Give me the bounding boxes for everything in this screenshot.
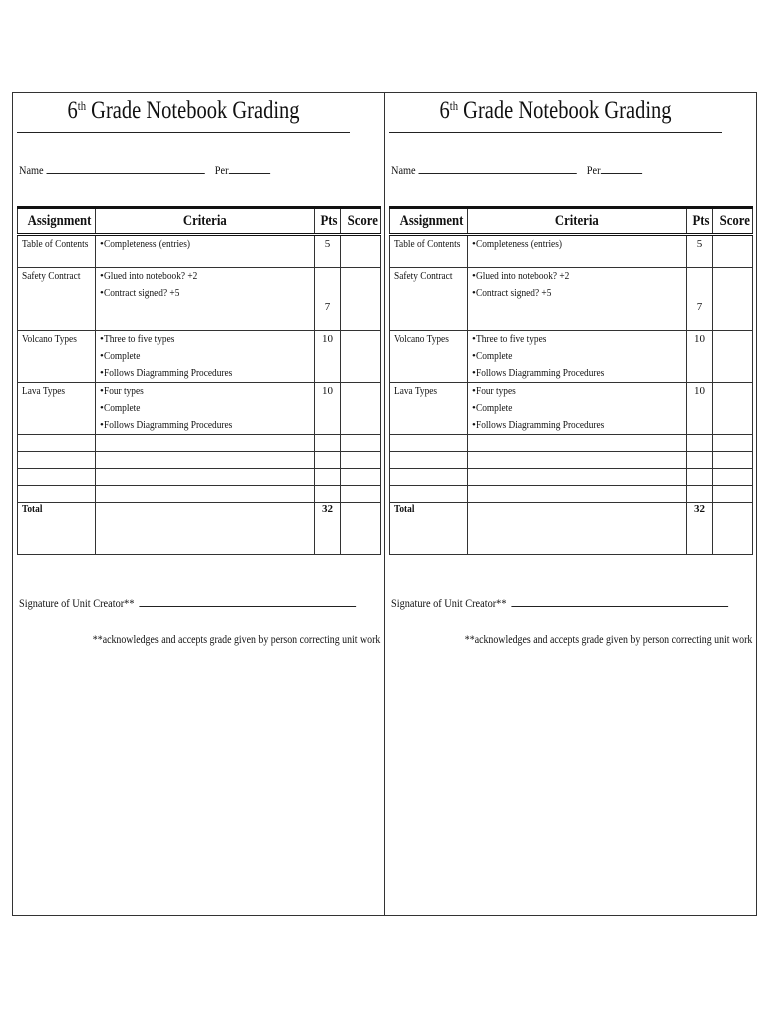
criteria-item: • Follows Diagramming Procedures <box>472 417 682 434</box>
total-score-cell[interactable] <box>341 503 381 555</box>
name-label: Name <box>391 163 416 177</box>
header-score: Score <box>713 208 753 235</box>
blank-cell[interactable] <box>315 452 341 469</box>
blank-cell[interactable] <box>468 469 687 486</box>
blank-cell[interactable] <box>18 469 96 486</box>
criteria-item: • Three to five types <box>472 331 682 348</box>
criteria-item: • Follows Diagramming Procedures <box>100 417 310 434</box>
criteria-cell <box>96 235 315 268</box>
form-title <box>47 97 320 125</box>
title-suffix: th <box>77 98 87 113</box>
criteria-item: • Complete <box>472 348 682 365</box>
assignment-cell: Table of Contents <box>390 235 468 268</box>
name-field[interactable] <box>418 163 576 174</box>
criteria-item: • Complete <box>472 400 682 417</box>
blank-cell[interactable] <box>687 486 713 503</box>
blank-cell[interactable] <box>315 469 341 486</box>
signature-field[interactable] <box>512 596 729 607</box>
criteria-item: • Follows Diagramming Procedures <box>472 365 682 382</box>
blank-cell[interactable] <box>18 486 96 503</box>
score-cell[interactable] <box>713 268 753 331</box>
score-cell[interactable] <box>713 383 753 435</box>
blank-row <box>390 486 753 503</box>
title-underline <box>389 132 722 133</box>
grading-form-right <box>384 93 756 915</box>
blank-row <box>18 435 381 452</box>
pts-cell: 10 <box>687 331 713 383</box>
signature-line <box>19 596 356 611</box>
criteria-item: • Three to five types <box>100 331 310 348</box>
blank-cell[interactable] <box>713 452 753 469</box>
per-label: Per <box>586 163 601 177</box>
blank-cell[interactable] <box>315 435 341 452</box>
blank-cell[interactable] <box>96 435 315 452</box>
title-number: 6 <box>67 97 78 124</box>
criteria-item: • Glued into notebook? +2 <box>100 268 310 285</box>
criteria-cell <box>96 383 315 435</box>
criteria-item: • Glued into notebook? +2 <box>472 268 682 285</box>
table-row <box>18 268 381 331</box>
pts-cell: 5 <box>315 235 341 268</box>
blank-row <box>390 469 753 486</box>
signature-field[interactable] <box>140 596 357 607</box>
criteria-item: • Contract signed? +5 <box>100 285 310 302</box>
criteria-cell <box>468 383 687 435</box>
pts-cell: 7 <box>315 268 341 331</box>
blank-cell[interactable] <box>687 469 713 486</box>
criteria-item: • Complete <box>100 348 310 365</box>
header-criteria: Criteria <box>468 208 687 235</box>
total-row <box>18 503 381 555</box>
blank-cell[interactable] <box>687 452 713 469</box>
criteria-item: • Four types <box>100 383 310 400</box>
blank-cell[interactable] <box>96 486 315 503</box>
pts-cell: 5 <box>687 235 713 268</box>
total-criteria-cell <box>96 503 315 555</box>
blank-cell[interactable] <box>18 435 96 452</box>
total-label: Total <box>18 503 96 555</box>
table-row <box>390 268 753 331</box>
criteria-item: • Contract signed? +5 <box>472 285 682 302</box>
per-field[interactable] <box>601 163 642 174</box>
score-cell[interactable] <box>341 268 381 331</box>
assignment-cell: Safety Contract <box>390 268 468 331</box>
blank-cell[interactable] <box>713 469 753 486</box>
table-header-row <box>18 208 381 235</box>
table-row <box>390 235 753 268</box>
score-cell[interactable] <box>713 235 753 268</box>
title-underline <box>17 132 350 133</box>
blank-cell[interactable] <box>687 435 713 452</box>
score-cell[interactable] <box>341 383 381 435</box>
assignment-cell: Volcano Types <box>390 331 468 383</box>
table-row <box>18 235 381 268</box>
assignment-cell: Lava Types <box>390 383 468 435</box>
blank-row <box>18 486 381 503</box>
blank-row <box>18 452 381 469</box>
score-cell[interactable] <box>713 331 753 383</box>
signature-label: Signature of Unit Creator** <box>391 596 507 610</box>
criteria-item: • Four types <box>472 383 682 400</box>
criteria-cell <box>96 268 315 331</box>
criteria-cell <box>468 235 687 268</box>
per-field[interactable] <box>229 163 270 174</box>
blank-row <box>390 435 753 452</box>
blank-cell[interactable] <box>390 469 468 486</box>
acknowledgement-note: **acknowledges and accepts grade given by person correcting unit work <box>92 634 380 646</box>
grading-form-left <box>13 93 384 915</box>
blank-cell[interactable] <box>468 452 687 469</box>
blank-cell[interactable] <box>341 469 381 486</box>
total-pts: 32 <box>315 503 341 555</box>
criteria-item: • Complete <box>100 400 310 417</box>
criteria-cell <box>468 331 687 383</box>
table-row <box>18 383 381 435</box>
header-assignment: Assignment <box>18 208 96 235</box>
signature-line <box>391 596 728 611</box>
criteria-item: • Completeness (entries) <box>472 236 682 253</box>
blank-cell[interactable] <box>713 435 753 452</box>
acknowledgement-note: **acknowledges and accepts grade given by person correcting unit work <box>464 634 752 646</box>
blank-cell[interactable] <box>468 486 687 503</box>
blank-cell[interactable] <box>341 435 381 452</box>
table-row <box>18 331 381 383</box>
blank-cell[interactable] <box>315 486 341 503</box>
blank-cell[interactable] <box>18 452 96 469</box>
name-per-line <box>391 163 642 178</box>
name-label: Name <box>19 163 44 177</box>
blank-row <box>390 452 753 469</box>
title-text: Grade Notebook Grading <box>458 97 672 124</box>
assignment-cell: Lava Types <box>18 383 96 435</box>
header-assignment: Assignment <box>390 208 468 235</box>
grading-sheet <box>12 92 757 916</box>
header-score: Score <box>341 208 381 235</box>
signature-label: Signature of Unit Creator** <box>19 596 135 610</box>
blank-cell[interactable] <box>96 469 315 486</box>
pts-cell: 10 <box>687 383 713 435</box>
form-title <box>419 97 692 125</box>
table-header-row <box>390 208 753 235</box>
score-cell[interactable] <box>341 331 381 383</box>
table-row <box>390 383 753 435</box>
total-score-cell[interactable] <box>713 503 753 555</box>
total-pts: 32 <box>687 503 713 555</box>
per-label: Per <box>214 163 229 177</box>
name-per-line <box>19 163 270 178</box>
criteria-item: • Follows Diagramming Procedures <box>100 365 310 382</box>
pts-cell: 10 <box>315 331 341 383</box>
blank-cell[interactable] <box>390 435 468 452</box>
assignment-cell: Table of Contents <box>18 235 96 268</box>
title-suffix: th <box>449 98 459 113</box>
blank-cell[interactable] <box>713 486 753 503</box>
total-row <box>390 503 753 555</box>
assignment-cell: Volcano Types <box>18 331 96 383</box>
header-pts: Pts <box>315 208 341 235</box>
criteria-cell <box>468 268 687 331</box>
blank-cell[interactable] <box>390 486 468 503</box>
blank-cell[interactable] <box>341 486 381 503</box>
pts-cell: 7 <box>687 268 713 331</box>
grading-table <box>17 206 381 555</box>
criteria-item: • Completeness (entries) <box>100 236 310 253</box>
pts-cell: 10 <box>315 383 341 435</box>
title-text: Grade Notebook Grading <box>86 97 300 124</box>
blank-row <box>18 469 381 486</box>
blank-cell[interactable] <box>468 435 687 452</box>
assignment-cell: Safety Contract <box>18 268 96 331</box>
title-number: 6 <box>439 97 450 124</box>
total-label: Total <box>390 503 468 555</box>
table-row <box>390 331 753 383</box>
name-field[interactable] <box>46 163 204 174</box>
score-cell[interactable] <box>341 235 381 268</box>
total-criteria-cell <box>468 503 687 555</box>
criteria-cell <box>96 331 315 383</box>
header-pts: Pts <box>687 208 713 235</box>
blank-cell[interactable] <box>341 452 381 469</box>
grading-table <box>389 206 753 555</box>
blank-cell[interactable] <box>96 452 315 469</box>
blank-cell[interactable] <box>390 452 468 469</box>
header-criteria: Criteria <box>96 208 315 235</box>
